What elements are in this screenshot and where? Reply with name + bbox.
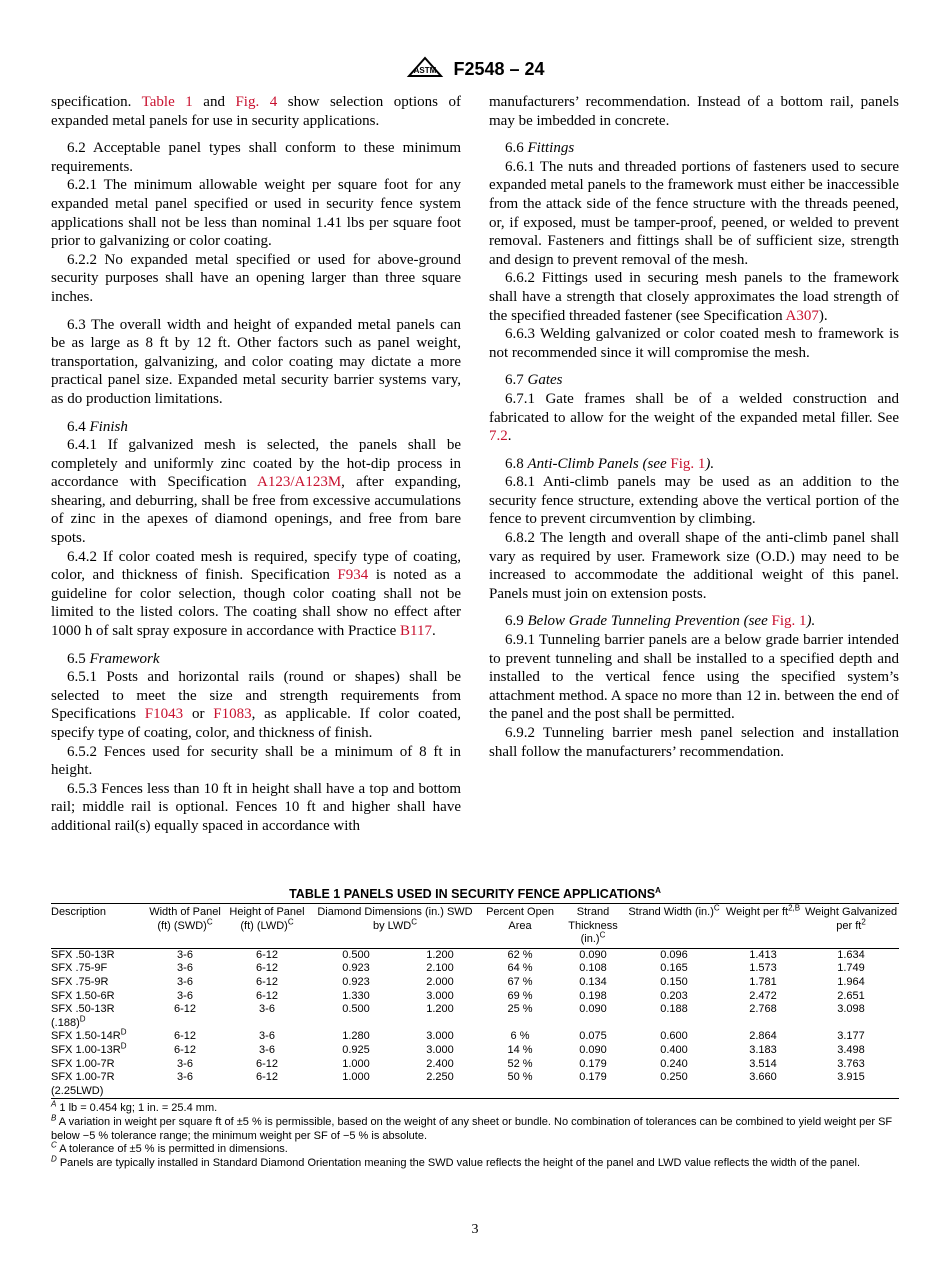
header-weight — [723, 904, 803, 949]
cell-h: 3-6 — [259, 1030, 275, 1043]
paragraph-6-6-3: 6.6.3 Welding galvanized or color coated mesh to framework is not recommended since it will compromise the mesh. — [489, 326, 899, 361]
paragraph-6-2-2: 6.2.2 No expanded metal specified or used for above-ground security purposes shall have an opening larger than three square inches. — [51, 251, 461, 305]
text-run: , as applicable. If color coated, specify type of coating, color, and thickness of finish. — [51, 706, 461, 741]
table-row — [51, 1030, 899, 1044]
left-column — [51, 93, 461, 836]
cell-lwd: 3.000 — [426, 989, 454, 1002]
cell-open: 67 % — [507, 975, 533, 988]
footnote-text: A tolerance of ±5 % is permitted in dimensions. — [56, 1143, 288, 1156]
cell-wt: 1.413 — [749, 948, 777, 961]
cell-text: SFX 1.00-13R — [51, 1043, 121, 1056]
cell-w: 6-12 — [173, 1043, 197, 1056]
cell-lwd: 2.100 — [426, 962, 454, 975]
cell-wt: 3.514 — [749, 1057, 777, 1070]
paragraph-6-4-1 — [51, 436, 461, 548]
cell-description — [51, 1058, 147, 1072]
table-title — [51, 887, 899, 901]
footnote — [51, 1154, 899, 1171]
cell-open: 64 % — [507, 962, 533, 975]
cell-lwd: 1.200 — [426, 1003, 454, 1016]
cell-sw: 0.250 — [660, 1071, 688, 1084]
cell-thick: 0.108 — [579, 962, 607, 975]
header-diamond — [311, 904, 479, 949]
cell-text: SFX 1.50-6R — [51, 989, 115, 1002]
paragraph-6-1-end — [51, 93, 461, 130]
section-number: 6.9 — [505, 613, 528, 630]
cell-text: SFX 1.00-7R — [51, 1057, 115, 1070]
text-run: 6.4.1 If galvanized mesh is selected, the panels shall be completely and uniformly zinc coated by the hot-dip process in accordance with Specification — [51, 437, 461, 491]
text-run: 6.7.1 Gate frames shall be of a welded construction and fabricated to allow for the weight of the expanded metal filler. See — [489, 390, 899, 426]
section-number: 6.5 — [67, 650, 90, 667]
paragraph-6-5-1 — [51, 668, 461, 742]
cell-galv: 1.964 — [837, 975, 865, 988]
cell-swd: 0.923 — [342, 975, 370, 988]
cell-h: 6-12 — [255, 948, 279, 961]
paragraph-6-2: 6.2 Acceptable panel types shall conform to these minimum requirements. — [51, 140, 461, 175]
cell-description — [51, 948, 147, 962]
header-description: Description — [51, 906, 107, 918]
cell-description — [51, 1027, 147, 1044]
paragraph-6-9-2: 6.9.2 Tunneling barrier mesh panel selection and installation shall follow the manufacturers’ recommendation. — [489, 725, 899, 760]
text-run: specification. — [51, 94, 142, 110]
section-title: Finish — [89, 418, 128, 435]
cell-wt: 3.183 — [749, 1043, 777, 1056]
cell-sw: 0.188 — [660, 1003, 688, 1016]
footnote-text: 1 lb = 0.454 kg; 1 in. = 25.4 mm. — [56, 1102, 218, 1115]
table-row — [51, 1071, 899, 1099]
section-number: 6.6 — [505, 140, 528, 157]
cell-thick: 0.198 — [579, 989, 607, 1002]
footnote-mark: C — [206, 916, 213, 926]
header-strand-thickness — [561, 904, 625, 949]
cell-sw: 0.165 — [660, 962, 688, 975]
panels-table — [51, 903, 899, 1099]
cell-thick: 0.090 — [579, 1003, 607, 1016]
table-row — [51, 990, 899, 1004]
section-title: Gates — [527, 372, 563, 389]
cell-thick: 0.179 — [579, 1057, 607, 1070]
cell-galv: 2.651 — [837, 989, 865, 1002]
cell-galv: 3.498 — [837, 1043, 865, 1056]
footnote-mark: C — [599, 930, 606, 940]
table-body — [51, 948, 899, 1099]
cell-w: 3-6 — [177, 975, 193, 988]
cell-wt: 2.472 — [749, 989, 777, 1002]
cell-sw: 0.240 — [660, 1057, 688, 1070]
cell-galv: 3.763 — [837, 1057, 865, 1070]
cell-sw: 0.096 — [660, 948, 688, 961]
footnote-mark: 2 — [861, 916, 866, 926]
text-run: 6.4.2 If color coated mesh is required, specify type of coating, color, and thickness of finish. Specification — [51, 548, 461, 584]
header-galvanized — [803, 904, 899, 949]
footnote-mark: C — [51, 1140, 57, 1150]
header-text: Strand Width (in.) — [628, 906, 714, 918]
cell-w: 3-6 — [177, 1071, 193, 1084]
table-row — [51, 962, 899, 976]
footnote — [51, 1140, 899, 1157]
footnote-mark: D — [120, 1027, 127, 1037]
table-row — [51, 948, 899, 962]
table-row — [51, 1058, 899, 1072]
cell-text: SFX 1.00-7R (2.25LWD) — [51, 1071, 115, 1097]
right-column — [489, 93, 899, 761]
footnote-mark: C — [713, 903, 720, 913]
section-title-end: ). — [806, 613, 816, 630]
table-1-link[interactable]: Table 1 — [141, 94, 193, 110]
paragraph-6-6-2 — [489, 269, 899, 325]
cell-galv: 3.177 — [837, 1030, 865, 1043]
cell-galv: 1.634 — [837, 948, 865, 961]
cell-w: 6-12 — [173, 1030, 197, 1043]
cell-description — [51, 1003, 147, 1030]
cell-thick: 0.075 — [579, 1030, 607, 1043]
footnote-mark: B — [51, 1113, 57, 1123]
cell-wt: 3.660 — [749, 1071, 777, 1084]
header-height — [223, 904, 311, 949]
paragraph-6-4-2 — [51, 548, 461, 641]
heading-6-7 — [489, 371, 899, 390]
cell-sw: 0.400 — [660, 1043, 688, 1056]
text-run: and — [192, 94, 236, 110]
cell-lwd: 2.400 — [426, 1057, 454, 1070]
text-run: ). — [818, 307, 828, 324]
cell-galv: 1.749 — [837, 962, 865, 975]
header-width — [147, 904, 223, 949]
fig-4-link[interactable]: Fig. 4 — [235, 94, 278, 110]
cell-lwd: 1.200 — [426, 948, 454, 961]
section-number: 6.7 — [505, 372, 528, 389]
f934-link[interactable]: F934 — [337, 567, 369, 584]
cell-lwd: 2.250 — [426, 1071, 454, 1084]
cell-description — [51, 990, 147, 1004]
paragraph-6-6-1: 6.6.1 The nuts and threaded portions of fasteners used to secure expanded metal panels to the framework must either be inaccessible from the attack side of the fence structure with the threads peened, or, if exposed, must be tamper-proof, peened, or welded to prevent removal. Fasteners and fittings shall be of sufficient size, strength and design to prevent removal of the mesh. — [489, 158, 899, 268]
cell-text: SFX 1.50-14R — [51, 1030, 121, 1043]
cell-lwd: 2.000 — [426, 975, 454, 988]
section-title-end: ). — [705, 455, 715, 472]
header-open-area: Percent Open Area — [486, 906, 554, 932]
svg-text:ASTM: ASTM — [414, 66, 437, 75]
cell-open: 62 % — [507, 948, 533, 961]
table-header — [51, 904, 899, 949]
cell-open: 14 % — [507, 1043, 533, 1056]
cell-w: 3-6 — [177, 1057, 193, 1070]
cell-open: 50 % — [507, 1071, 533, 1084]
text-run: show selection options of expanded metal panels for use in security applications. — [51, 94, 461, 129]
table-row — [51, 976, 899, 990]
section-title: Fittings — [527, 140, 575, 157]
cell-h: 3-6 — [259, 1003, 275, 1016]
cell-swd: 1.000 — [342, 1071, 370, 1084]
cell-open: 69 % — [507, 989, 533, 1002]
heading-6-8 — [489, 455, 899, 474]
a123-link[interactable]: A123/A123M — [256, 474, 342, 491]
page-number: 3 — [471, 1222, 479, 1237]
cell-h: 6-12 — [255, 1071, 279, 1084]
cell-w: 3-6 — [177, 989, 193, 1002]
footnote-text: A variation in weight per square ft of ±5 % is permissible, based on the weight of any sheet or bundle. No combination of tolerances can be combined to yield weight per SF below −5 % tolerance range; the minimum weight per SF of −5 % is absolute. — [51, 1115, 893, 1142]
footnote — [51, 1099, 899, 1116]
cell-wt: 2.864 — [749, 1030, 777, 1043]
cell-h: 6-12 — [255, 989, 279, 1002]
cell-thick: 0.134 — [579, 975, 607, 988]
footnote — [51, 1113, 899, 1143]
cell-text: SFX .50-13R (.188) — [51, 1003, 115, 1029]
footnote-mark: C — [287, 916, 294, 926]
text-run: , after expanding, shearing, and deburring, shall be free from excessive accumulations of zinc in the apexes of diamond openings, and free from bare spots. — [51, 474, 461, 547]
footnote-mark: D — [79, 1014, 86, 1024]
section-number: 6.4 — [67, 418, 90, 435]
footnote-mark: A — [655, 885, 661, 895]
cell-h: 6-12 — [255, 962, 279, 975]
standard-code: F2548 – 24 — [453, 58, 545, 79]
paragraph-6-2-1: 6.2.1 The minimum allowable weight per square foot for any expanded metal panel specified or used in security fence system applications shall not be less than nominal 1.41 lbs per square foot prior to galvanizing or color coating. — [51, 177, 461, 250]
cell-open: 6 % — [510, 1030, 530, 1043]
cell-thick: 0.090 — [579, 1043, 607, 1056]
paragraph-6-9-1: 6.9.1 Tunneling barrier panels are a below grade barrier intended to prevent tunneling and shall be installed to a specified depth and installed to the vertical fence using the specified system’s attachment method. A space no more than 12 in. between the end of the panel and the post shall be permitted. — [489, 632, 899, 723]
cell-wt: 1.573 — [749, 962, 777, 975]
section-title: Below Grade Tunneling Prevention (see — [527, 613, 772, 630]
cell-description — [51, 962, 147, 976]
cell-h: 3-6 — [259, 1043, 275, 1056]
cell-sw: 0.150 — [660, 975, 688, 988]
footnote-mark: D — [51, 1154, 57, 1164]
paragraph-6-5-3: 6.5.3 Fences less than 10 ft in height shall have a top and bottom rail; middle rail is optional. Fences 10 ft and higher shall have additional rail(s) equally spaced in accordance with — [51, 780, 461, 834]
cell-w: 3-6 — [177, 962, 193, 975]
cell-swd: 0.923 — [342, 962, 370, 975]
heading-6-6 — [489, 139, 899, 158]
paragraph-6-5-2: 6.5.2 Fences used for security shall be a minimum of 8 ft in height. — [51, 743, 461, 779]
cell-galv: 3.915 — [837, 1071, 865, 1084]
table-title-text: TABLE 1 PANELS USED IN SECURITY FENCE APPLICATIONS — [289, 887, 656, 901]
page-header — [0, 56, 950, 82]
header-text: Weight per ft — [725, 906, 789, 918]
b117-link[interactable]: B117 — [400, 623, 432, 640]
cell-swd: 0.500 — [342, 948, 370, 961]
cell-h: 6-12 — [255, 1057, 279, 1070]
cell-text: SFX .75-9R — [51, 975, 109, 988]
header-text: Height of Panel (ft) (LWD) — [229, 906, 305, 932]
section-number: 6.8 — [505, 455, 528, 472]
cell-h: 6-12 — [255, 975, 279, 988]
heading-6-5 — [51, 650, 461, 669]
paragraph-6-5-3-end: manufacturers’ recommendation. Instead of a bottom rail, panels may be imbedded in concrete. — [489, 94, 899, 129]
fig-1-link[interactable]: Fig. 1 — [670, 455, 706, 472]
cell-swd: 0.925 — [342, 1043, 370, 1056]
footnote-mark: C — [411, 916, 418, 926]
cell-wt: 2.768 — [749, 1003, 777, 1016]
header-strand-width — [625, 904, 723, 949]
cell-text: SFX .75-9F — [51, 962, 108, 975]
cell-w: 6-12 — [173, 1003, 197, 1016]
f1043-link[interactable]: F1043 — [144, 706, 184, 723]
paragraph-6-3: 6.3 The overall width and height of expanded metal panels can be as large as 8 ft by 12 ft. Other factors such as panel weight, transportation, galvanizing, and color coating may dictate a more practical panel size. Expanded metal security barrier systems vary, as do production limitations. — [51, 316, 461, 407]
cell-sw: 0.600 — [660, 1030, 688, 1043]
section-7-2-link[interactable]: 7.2 — [489, 428, 508, 445]
paragraph-6-8-1: 6.8.1 Anti-climb panels may be used as an addition to the security fence structure, extending above the vertical portion of the fence to prevent circumvention by climbing. — [489, 474, 899, 528]
f1083-link[interactable]: F1083 — [213, 706, 252, 723]
footnote-mark: 2,B — [788, 903, 801, 913]
footnote-text: Panels are typically installed in Standard Diamond Orientation meaning the SWD value reflects the height of the panel and LWD value reflects the width of the panel. — [56, 1156, 861, 1169]
cell-swd: 1.280 — [342, 1030, 370, 1043]
cell-w: 3-6 — [177, 948, 193, 961]
cell-lwd: 3.000 — [426, 1030, 454, 1043]
header-text: Strand Thickness (in.) — [568, 906, 618, 946]
cell-description — [51, 976, 147, 990]
heading-6-9 — [489, 612, 899, 631]
cell-swd: 1.330 — [342, 989, 370, 1002]
paragraph-6-8-2: 6.8.2 The length and overall shape of the anti-climb panel shall vary as required by user. Framework size (O.D.) may need to be increased to accommodate the additional weight of this panel. Panels must join on extension posts. — [489, 530, 899, 602]
header-text: Width of Panel (ft) (SWD) — [149, 906, 221, 932]
header-text: Weight Galvanized per ft — [804, 906, 898, 932]
table-footnotes — [51, 1099, 899, 1170]
text-run: or — [183, 706, 214, 723]
astm-logo-icon — [405, 56, 445, 82]
text-run: 6.6.2 Fittings used in securing mesh panels to the framework shall have a strength that closely approximates the load strength of the specified threaded fastener (see Specification — [489, 270, 899, 324]
section-title: Framework — [89, 650, 160, 667]
cell-thick: 0.179 — [579, 1071, 607, 1084]
table-row — [51, 1003, 899, 1030]
text-run: . — [432, 623, 436, 640]
cell-swd: 1.000 — [342, 1057, 370, 1070]
cell-description — [51, 1041, 147, 1058]
fig-1-link[interactable]: Fig. 1 — [771, 613, 807, 630]
cell-wt: 1.781 — [749, 975, 777, 988]
text-run: 6.5.1 Posts and horizontal rails (round or shapes) shall be selected to meet the size and strength requirements from Specifications — [51, 669, 461, 723]
cell-thick: 0.090 — [579, 948, 607, 961]
cell-galv: 3.098 — [837, 1003, 865, 1016]
cell-swd: 0.500 — [342, 1003, 370, 1016]
cell-lwd: 3.000 — [426, 1043, 454, 1056]
text-run: is noted as a guideline for color selection, though color coating shall not be limited to the listed colors. The coating shall show no effect after 1000 h of salt spray exposure in accordance with Practice — [51, 567, 461, 640]
cell-text: SFX .50-13R — [51, 948, 115, 961]
heading-6-4 — [51, 418, 461, 437]
text-run: . — [507, 428, 512, 445]
cell-description — [51, 1071, 147, 1099]
table-row — [51, 1044, 899, 1058]
section-title: Anti-Climb Panels (see — [527, 455, 671, 472]
cell-sw: 0.203 — [660, 989, 688, 1002]
footnote-mark: A — [51, 1099, 57, 1109]
cell-open: 52 % — [507, 1057, 533, 1070]
footnote-mark: D — [120, 1041, 127, 1051]
paragraph-6-7-1 — [489, 390, 899, 446]
table-1 — [51, 887, 899, 1170]
header-text: Diamond Dimensions (in.) SWD by LWD — [317, 906, 473, 932]
a307-link[interactable]: A307 — [785, 307, 819, 324]
cell-open: 25 % — [507, 1003, 533, 1016]
